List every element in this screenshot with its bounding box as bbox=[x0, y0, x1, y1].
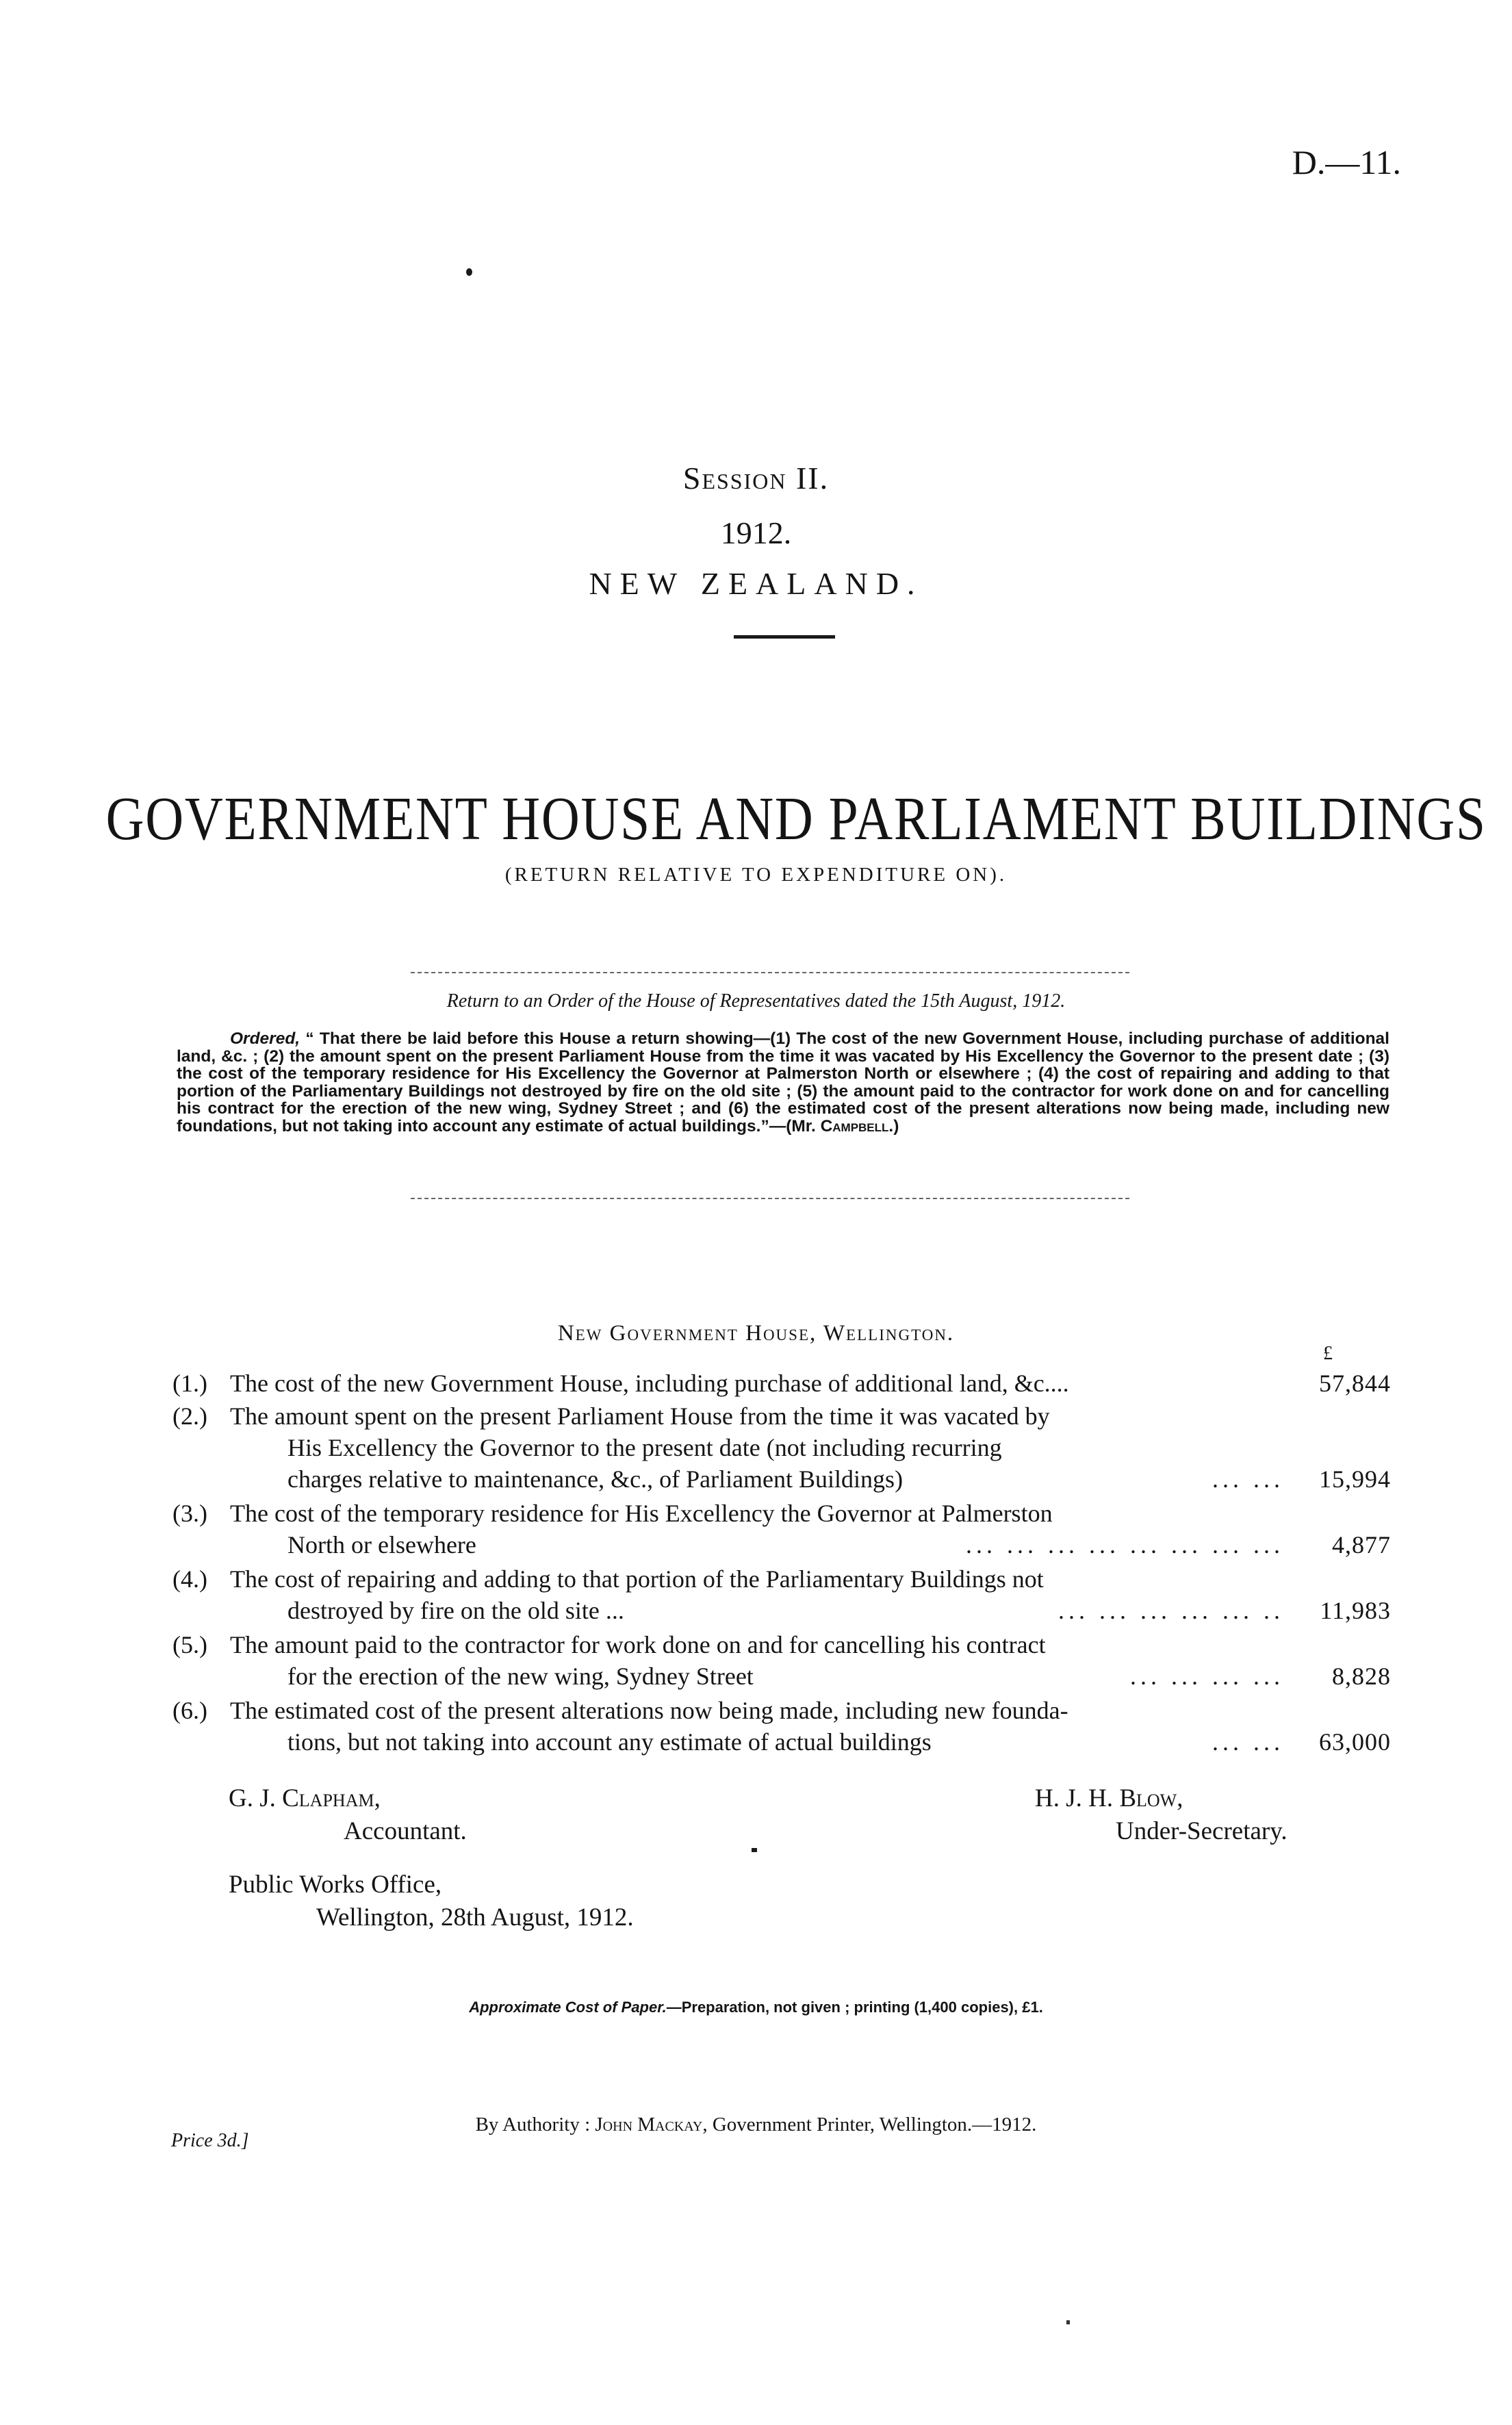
item-amount: 15,994 bbox=[1319, 1465, 1391, 1493]
session-label: Session II. bbox=[682, 461, 830, 496]
item-text bbox=[230, 1368, 1284, 1399]
leader-dots: ... ... ... ... ... ... ... ... bbox=[966, 1531, 1284, 1558]
title-rule bbox=[734, 635, 835, 639]
office-name: Public Works Office, bbox=[229, 1871, 442, 1899]
item-number: (6.) bbox=[172, 1697, 207, 1724]
item-line: The estimated cost of the present alterations now being made, including new founda- bbox=[230, 1697, 1068, 1724]
order-text: “ That there be laid before this House a return showing—(1) The cost of the new Government House, including purchase of additional land, &c. ; (2) the amount spent on the present Parliament House from the time it was vacated by His Excellency the Governor to the present date ; (3) the cost of the temporary residence for His Excellency the Governor at Palmerston North or elsewhere ; (4) the cost of repairing and adding to that portion of the Parliamentary Buildings not destroyed by fire on the old site ; (5) the amount paid to the contractor for work done on and for cancelling his contract for the erection of the new wing, Sydney Street ; and (6) the estimated cost of the present alterations now being made, including new foundations, but not taking into account any estimate of actual buildings.”—(Mr. bbox=[177, 1029, 1389, 1135]
item-amount: 8,828 bbox=[1332, 1663, 1391, 1690]
office-date: Wellington, 28th August, 1912. bbox=[316, 1903, 634, 1932]
accountant-title: Accountant. bbox=[344, 1817, 467, 1845]
item-line-text: North or elsewhere bbox=[287, 1531, 476, 1558]
order-close: .) bbox=[888, 1116, 899, 1135]
currency-symbol: £ bbox=[1323, 1343, 1333, 1364]
item-number: (2.) bbox=[172, 1402, 207, 1430]
session-year: 1912. bbox=[720, 515, 792, 550]
item-text bbox=[230, 1563, 1284, 1626]
item-line: The amount paid to the contractor for work done on and for cancelling his contract bbox=[230, 1631, 1046, 1658]
print-speck bbox=[752, 1848, 757, 1852]
item-amount: 4,877 bbox=[1332, 1531, 1391, 1558]
item-line bbox=[230, 1529, 1284, 1561]
expenditure-item bbox=[172, 1563, 1391, 1626]
item-line-text: for the erection of the new wing, Sydney Street bbox=[287, 1663, 754, 1690]
item-line-text: tions, but not taking into account any estimate of actual buildings bbox=[287, 1728, 932, 1756]
item-line bbox=[230, 1463, 1284, 1495]
document-subtitle: (RETURN RELATIVE TO EXPENDITURE ON). bbox=[504, 864, 1008, 886]
leader-dots: ... ... bbox=[1212, 1465, 1284, 1493]
item-text bbox=[230, 1629, 1284, 1692]
item-line bbox=[230, 1595, 1284, 1626]
item-amount: 63,000 bbox=[1319, 1728, 1391, 1756]
document-title: GOVERNMENT HOUSE AND PARLIAMENT BUILDINGS bbox=[105, 785, 1487, 853]
expenditure-item bbox=[172, 1695, 1391, 1758]
item-text bbox=[230, 1695, 1284, 1758]
leader-dots: ... ... bbox=[1212, 1728, 1284, 1756]
item-amount: 11,983 bbox=[1320, 1597, 1391, 1624]
under-secretary-signature: H. J. H. Blow, bbox=[1035, 1784, 1183, 1812]
item-number: (1.) bbox=[172, 1370, 207, 1397]
item-line: The cost of repairing and adding to that portion of the Parliamentary Buildings not bbox=[230, 1565, 1044, 1593]
item-line bbox=[230, 1726, 1284, 1758]
divider-rule bbox=[411, 972, 1129, 973]
document-reference: D.—11. bbox=[1292, 143, 1401, 181]
price-label: Price 3d.] bbox=[171, 2130, 249, 2151]
return-order-line: Return to an Order of the House of Representatives dated the 15th August, 1912. bbox=[446, 990, 1066, 1012]
printer-name: John Mackay bbox=[595, 2114, 703, 2135]
printer-suffix: , Government Printer, Wellington.—1912. bbox=[702, 2114, 1037, 2135]
item-number: (3.) bbox=[172, 1500, 207, 1527]
expenditure-item bbox=[172, 1629, 1391, 1692]
item-line: The cost of the new Government House, including purchase of additional land, &c.... bbox=[230, 1370, 1069, 1397]
item-line-text: destroyed by fire on the old site ... bbox=[287, 1597, 624, 1624]
under-secretary-title: Under-Secretary. bbox=[1116, 1817, 1287, 1845]
item-line-text: charges relative to maintenance, &c., of Parliament Buildings) bbox=[287, 1465, 904, 1493]
item-line: The amount spent on the present Parliament House from the time it was vacated by bbox=[230, 1402, 1050, 1430]
item-line bbox=[230, 1660, 1284, 1692]
cost-label: Approximate Cost of Paper. bbox=[469, 1999, 667, 2016]
expenditure-item bbox=[172, 1498, 1391, 1561]
divider-rule-lower bbox=[411, 1198, 1129, 1199]
expenditure-item bbox=[172, 1368, 1391, 1399]
paper-cost-note bbox=[0, 1999, 1512, 2016]
order-paragraph bbox=[177, 1030, 1389, 1135]
printer-prefix: By Authority : bbox=[475, 2114, 595, 2135]
expenditure-item bbox=[172, 1400, 1391, 1495]
item-number: (4.) bbox=[172, 1565, 207, 1593]
print-speck bbox=[466, 268, 472, 276]
ordered-label: Ordered, bbox=[230, 1029, 300, 1048]
mover-name: Campbell bbox=[820, 1116, 889, 1135]
section-heading: New Government House, Wellington. bbox=[557, 1321, 955, 1346]
leader-dots: ... ... ... ... bbox=[1130, 1663, 1284, 1690]
item-line: His Excellency the Governor to the present date (not including recurring bbox=[287, 1434, 1002, 1461]
accountant-signature: G. J. Clapham, bbox=[229, 1784, 381, 1812]
item-amount: 57,844 bbox=[1319, 1370, 1391, 1397]
item-line: The cost of the temporary residence for His Excellency the Governor at Palmerston bbox=[230, 1500, 1053, 1527]
item-text bbox=[230, 1400, 1284, 1495]
print-speck bbox=[1066, 2320, 1070, 2324]
leader-dots: ... ... ... ... ... .. bbox=[1058, 1597, 1284, 1624]
item-text bbox=[230, 1498, 1284, 1561]
cost-text: —Preparation, not given ; printing (1,400 copies), £1. bbox=[666, 1999, 1043, 2016]
item-number: (5.) bbox=[172, 1631, 207, 1658]
country-heading: NEW ZEALAND. bbox=[589, 566, 923, 601]
